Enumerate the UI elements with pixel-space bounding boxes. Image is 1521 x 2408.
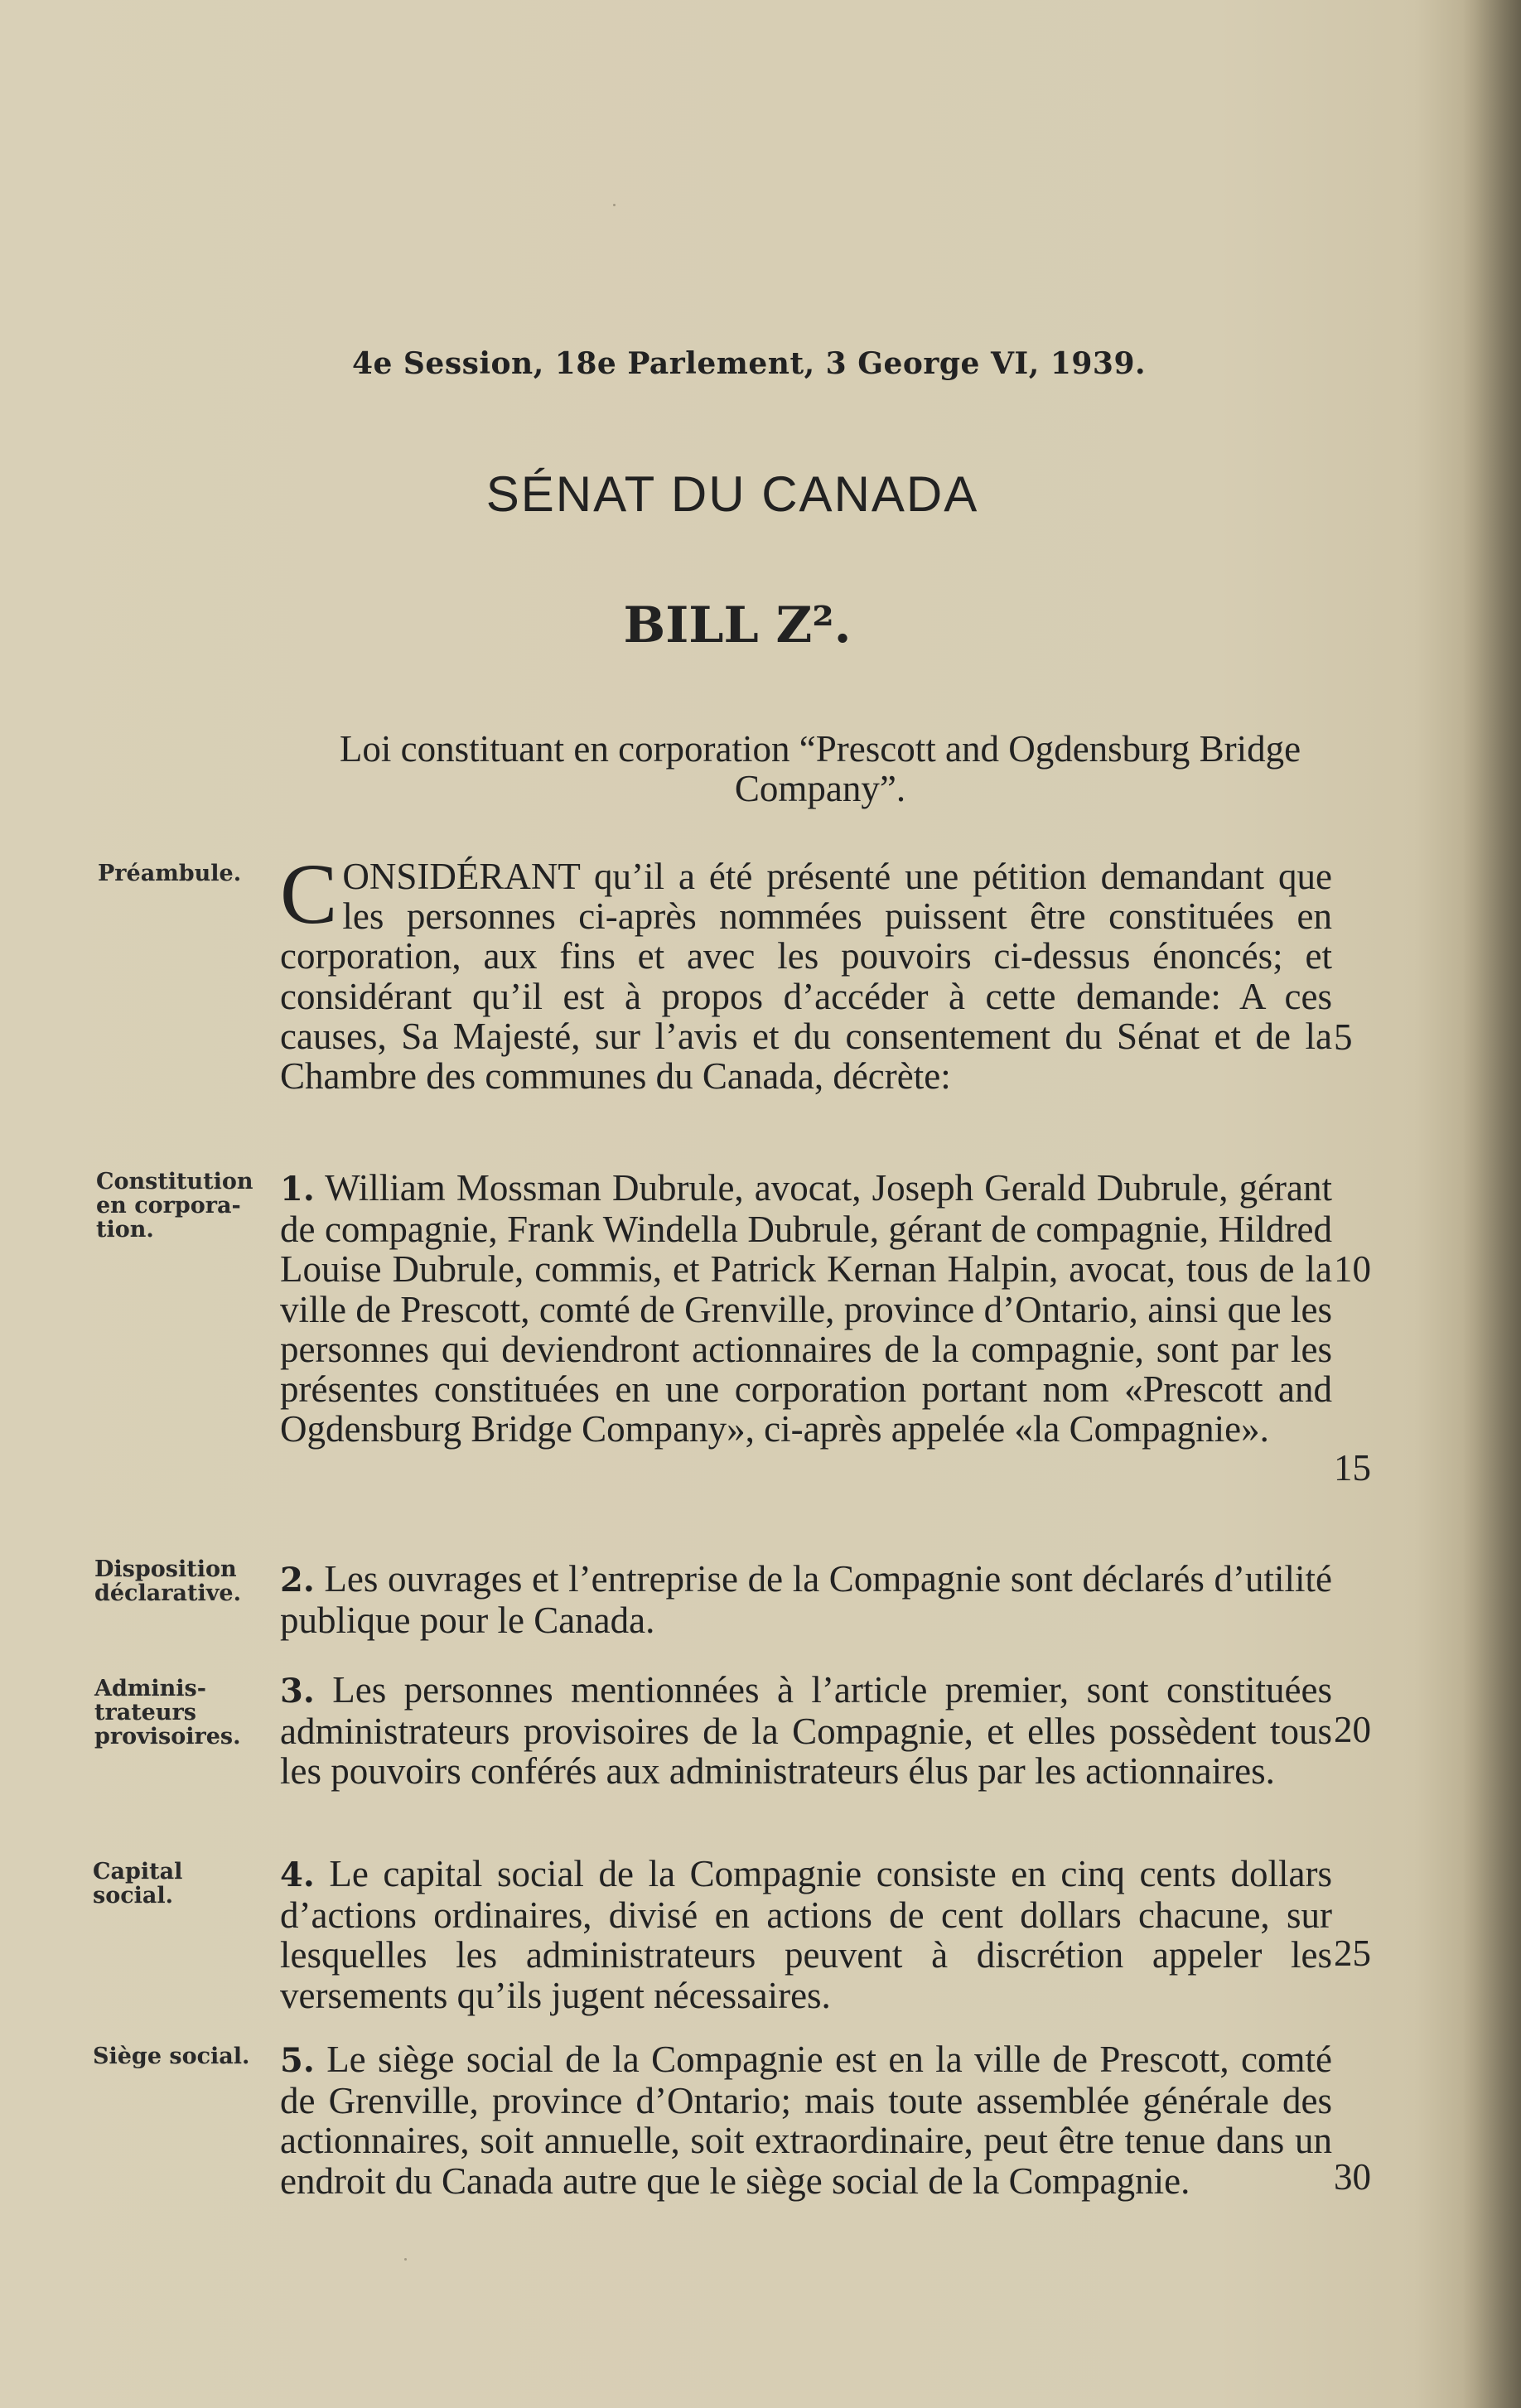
section-text: Le siège social de la Compagnie est en la ville de Prescott, comté de Grenville, province d’Ontario; mais toute assemblée générale des actionnaires, soit annuelle, soit extraordinaire, peut être tenue dans un endroit du Canada autre que le siège social de la Compagnie. (280, 2039, 1333, 2202)
preamble-paragraph (280, 847, 1332, 1098)
section-text: Les ouvrages et l’entreprise de la Compagnie sont déclarés d’utilité publique pour le Canada. (280, 1558, 1332, 1642)
section-2 (280, 1559, 1332, 1640)
bill-title: Loi constituant en corporation “Prescott and Ogdensburg Bridge Company”. (339, 728, 1301, 809)
section-text: William Mossman Dubrule, avocat, Joseph Gerald Dubrule, gérant de compagnie, Frank Windella Dubrule, gérant de compagnie, Hildred Louise Dubrule, commis, et Patrick Kernan Halpin, avocat, tous de la ville de Prescott, comté de Grenville, province d’Ontario, ainsi que les personnes qui deviendront actionnaires de la compagnie, sont par les présentes constituées en une corporation portant nom «Prescott and Ogdensburg Bridge Company», ci-après appelée «la Compagnie». (280, 1167, 1333, 1450)
bill-number: BILL Z². (623, 596, 852, 654)
section-text: Le capital social de la Compagnie consiste en cinq cents dollars d’actions ordinaires, divisé en actions de cent dollars chacune, sur lesquelles les administrateurs peuvent à discrétion appeler les versements qu’ils jugent nécessaires. (280, 1853, 1332, 2016)
section-number: 3. (280, 1672, 315, 1711)
section-number: 2. (280, 1561, 315, 1600)
margin-note-siege: Siège social. (93, 2044, 250, 2069)
paper-speck (613, 204, 616, 206)
section-1 (280, 1168, 1332, 1449)
margin-note-preambule: Préambule. (98, 861, 242, 886)
section-number: 5. (280, 2041, 315, 2080)
line-number: 20 (1334, 1709, 1371, 1750)
line-number: 15 (1334, 1447, 1371, 1489)
margin-note-administrateurs: Adminis- trateurs provisoires. (94, 1676, 241, 1749)
preamble-text: ONSIDÉRANT qu’il a été présenté une pétition demandant que les personnes ci-après nommées puissent être constituées en corporation, aux fins et avec les pouvoirs ci-dessus énoncés; et considérant qu’il est à propos d’accéder à cette demande: A ces causes, Sa Majesté, sur l’avis et du consentement du Sénat et de la Chambre des communes du Canada, décrète: (280, 856, 1332, 1098)
line-number: 5 (1334, 1016, 1353, 1058)
margin-note-constitution: Constitution en corpora- tion. (96, 1169, 254, 1243)
margin-note-capital: Capital social. (93, 1859, 183, 1909)
margin-note-disposition: Disposition déclarative. (94, 1556, 241, 1606)
section-text: Les personnes mentionnées à l’article premier, sont constituées administrateurs provisoires de la Compagnie, et elles possèdent tous les pouvoirs conférés aux administrateurs élus par les actionnaires. (280, 1669, 1333, 1793)
drop-cap: C (280, 847, 338, 942)
section-4 (280, 1854, 1332, 2015)
section-number: 1. (280, 1170, 315, 1209)
paper-speck (404, 2258, 407, 2261)
section-number: 4. (280, 1855, 315, 1894)
line-number: 30 (1334, 2156, 1371, 2198)
section-3 (280, 1670, 1332, 1792)
session-header: 4e Session, 18e Parlement, 3 George VI, 1939. (351, 346, 1147, 381)
line-number: 25 (1334, 1933, 1371, 1974)
line-number: 10 (1334, 1248, 1371, 1290)
section-5 (280, 2039, 1332, 2201)
senate-heading: SÉNAT DU CANADA (485, 466, 979, 522)
